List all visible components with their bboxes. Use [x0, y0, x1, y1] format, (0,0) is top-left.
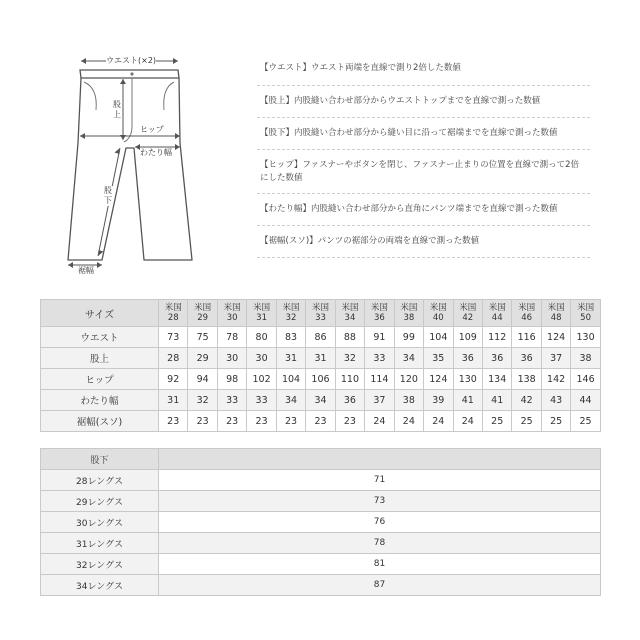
length-label: 29レングス [41, 491, 159, 512]
size-header-cell [335, 300, 364, 327]
table-cell: 124 [424, 369, 453, 390]
size-country: 米国 [194, 303, 212, 313]
inseam-value: 81 [159, 554, 601, 575]
table-cell: 138 [512, 369, 541, 390]
size-number: 46 [521, 313, 533, 323]
size-country: 米国 [341, 303, 359, 313]
table-cell: 31 [159, 390, 188, 411]
size-number: 50 [580, 313, 591, 323]
table-cell: 42 [512, 390, 541, 411]
size-header-cell [541, 300, 570, 327]
table-cell: 44 [571, 390, 600, 411]
table-cell: 73 [159, 327, 188, 348]
length-label: 34レングス [41, 575, 159, 596]
table-cell: 92 [159, 369, 188, 390]
inseam-label: 股下 [104, 186, 112, 205]
table-row [41, 554, 601, 575]
size-header-cell [482, 300, 511, 327]
size-header-cell [276, 300, 305, 327]
table-cell: 36 [512, 348, 541, 369]
table-cell: 91 [365, 327, 394, 348]
size-number: 42 [462, 313, 474, 323]
table-cell: 31 [306, 348, 335, 369]
table-cell: 25 [571, 411, 600, 432]
length-label: 32レングス [41, 554, 159, 575]
table-cell: 37 [541, 348, 570, 369]
definition-hem: 【裾幅(スソ)】パンツの裾部分の両端を直線で測った数値 [257, 226, 590, 258]
inseam-value: 87 [159, 575, 601, 596]
table-cell: 114 [365, 369, 394, 390]
table-cell: 30 [247, 348, 276, 369]
size-country: 米国 [459, 303, 477, 313]
table-cell: 134 [482, 369, 511, 390]
table-cell: 25 [541, 411, 570, 432]
table-row [41, 348, 601, 369]
size-header-cell [512, 300, 541, 327]
length-label: 28レングス [41, 470, 159, 491]
row-label: 股上 [41, 348, 159, 369]
pants-diagram [40, 48, 240, 278]
inseam-value: 78 [159, 533, 601, 554]
table-cell: 31 [276, 348, 305, 369]
size-country: 米国 [488, 303, 506, 313]
row-label: わたり幅 [41, 390, 159, 411]
table-cell: 36 [482, 348, 511, 369]
table-cell: 146 [571, 369, 600, 390]
table-row [41, 575, 601, 596]
table-cell: 34 [394, 348, 423, 369]
table-cell: 41 [453, 390, 482, 411]
size-header-cell [453, 300, 482, 327]
table-cell: 23 [335, 411, 364, 432]
size-country: 米国 [518, 303, 536, 313]
table-cell: 99 [394, 327, 423, 348]
table-cell: 102 [247, 369, 276, 390]
table-cell: 39 [424, 390, 453, 411]
table-cell: 116 [512, 327, 541, 348]
table-cell: 104 [424, 327, 453, 348]
table-cell: 124 [541, 327, 570, 348]
table-row [41, 491, 601, 512]
inseam-table-header [41, 449, 601, 470]
pants-illustration [40, 48, 240, 278]
table-cell: 43 [541, 390, 570, 411]
table-cell: 36 [453, 348, 482, 369]
table-cell: 32 [335, 348, 364, 369]
table-cell: 24 [365, 411, 394, 432]
table-cell: 23 [217, 411, 246, 432]
table-row [41, 327, 601, 348]
size-number: 32 [285, 313, 297, 323]
size-country: 米国 [577, 303, 595, 313]
table-cell: 38 [571, 348, 600, 369]
table-cell: 41 [482, 390, 511, 411]
table-row [41, 369, 601, 390]
size-country: 米国 [400, 303, 418, 313]
table-cell: 130 [453, 369, 482, 390]
table-cell: 23 [306, 411, 335, 432]
table-cell: 25 [482, 411, 511, 432]
size-header-cell [188, 300, 217, 327]
inseam-value: 73 [159, 491, 601, 512]
thigh-label: わたり幅 [140, 148, 172, 157]
waist-label: ウエスト(×2) [106, 56, 157, 65]
size-header-label: サイズ [41, 300, 159, 327]
inseam-header-label: 股下 [41, 449, 159, 470]
hip-label: ヒップ [140, 125, 164, 134]
table-cell: 32 [188, 390, 217, 411]
table-cell: 94 [188, 369, 217, 390]
table-cell: 130 [571, 327, 600, 348]
table-cell: 80 [247, 327, 276, 348]
size-number: 28 [167, 313, 179, 323]
table-row [41, 411, 601, 432]
table-cell: 78 [217, 327, 246, 348]
table-cell: 29 [188, 348, 217, 369]
table-cell: 33 [217, 390, 246, 411]
table-cell: 23 [188, 411, 217, 432]
size-number: 31 [256, 313, 267, 323]
size-country: 米国 [282, 303, 300, 313]
definition-waist: 【ウエスト】ウエスト両端を直線で測り2倍した数値 [257, 58, 590, 86]
table-cell: 23 [247, 411, 276, 432]
table-cell: 142 [541, 369, 570, 390]
table-cell: 34 [306, 390, 335, 411]
size-header-cell [306, 300, 335, 327]
size-number: 33 [315, 313, 326, 323]
table-cell: 38 [394, 390, 423, 411]
table-cell: 37 [365, 390, 394, 411]
table-cell: 112 [482, 327, 511, 348]
table-cell: 30 [217, 348, 246, 369]
size-country: 米国 [253, 303, 271, 313]
length-label: 31レングス [41, 533, 159, 554]
table-cell: 24 [453, 411, 482, 432]
row-label: ウエスト [41, 327, 159, 348]
table-cell: 33 [365, 348, 394, 369]
table-cell: 104 [276, 369, 305, 390]
table-cell: 120 [394, 369, 423, 390]
table-cell: 109 [453, 327, 482, 348]
table-cell: 23 [276, 411, 305, 432]
table-row [41, 512, 601, 533]
size-number: 29 [197, 313, 209, 323]
size-country: 米国 [429, 303, 447, 313]
definition-thigh: 【わたり幅】内股縫い合わせ部分から直角にパンツ端までを直線で測った数値 [257, 194, 590, 226]
size-country: 米国 [547, 303, 565, 313]
size-country: 米国 [311, 303, 329, 313]
size-table [40, 299, 601, 432]
size-number: 48 [550, 313, 562, 323]
definition-hip: 【ヒップ】ファスナーやボタンを閉じ、ファスナー止まりの位置を直線で測って2倍にした数値 [257, 150, 590, 194]
size-table-header [41, 300, 601, 327]
table-cell: 86 [306, 327, 335, 348]
rise-label: 股上 [113, 100, 121, 119]
size-header-cell [247, 300, 276, 327]
size-header-cell [217, 300, 246, 327]
table-cell: 23 [159, 411, 188, 432]
size-country: 米国 [370, 303, 388, 313]
hem-label: 裾幅 [78, 266, 94, 275]
inseam-value: 76 [159, 512, 601, 533]
definition-rise: 【股上】内股縫い合わせ部分からウエストトップまでを直線で測った数値 [257, 86, 590, 118]
size-number: 40 [432, 313, 444, 323]
table-cell: 34 [276, 390, 305, 411]
table-row [41, 390, 601, 411]
size-number: 36 [373, 313, 385, 323]
table-row [41, 533, 601, 554]
table-cell: 75 [188, 327, 217, 348]
table-cell: 106 [306, 369, 335, 390]
size-country: 米国 [164, 303, 182, 313]
definition-inseam: 【股下】内股縫い合わせ部分から縫い目に沿って裾端までを直線で測った数値 [257, 118, 590, 150]
size-header-cell [365, 300, 394, 327]
size-header-cell [394, 300, 423, 327]
row-label: ヒップ [41, 369, 159, 390]
table-cell: 110 [335, 369, 364, 390]
size-number: 44 [491, 313, 503, 323]
table-cell: 88 [335, 327, 364, 348]
size-number: 38 [403, 313, 415, 323]
table-cell: 24 [424, 411, 453, 432]
table-cell: 25 [512, 411, 541, 432]
row-label: 裾幅(スソ) [41, 411, 159, 432]
table-cell: 24 [394, 411, 423, 432]
size-header-cell [424, 300, 453, 327]
table-cell: 28 [159, 348, 188, 369]
inseam-table [40, 448, 601, 596]
length-label: 30レングス [41, 512, 159, 533]
size-header-cell [571, 300, 600, 327]
size-number: 30 [226, 313, 238, 323]
inseam-header-empty [159, 449, 601, 470]
table-row [41, 470, 601, 491]
table-cell: 83 [276, 327, 305, 348]
table-cell: 35 [424, 348, 453, 369]
measurement-definitions [257, 58, 590, 258]
inseam-value: 71 [159, 470, 601, 491]
table-cell: 33 [247, 390, 276, 411]
size-header-cell [159, 300, 188, 327]
size-number: 34 [344, 313, 356, 323]
table-cell: 36 [335, 390, 364, 411]
size-country: 米国 [223, 303, 241, 313]
table-cell: 98 [217, 369, 246, 390]
